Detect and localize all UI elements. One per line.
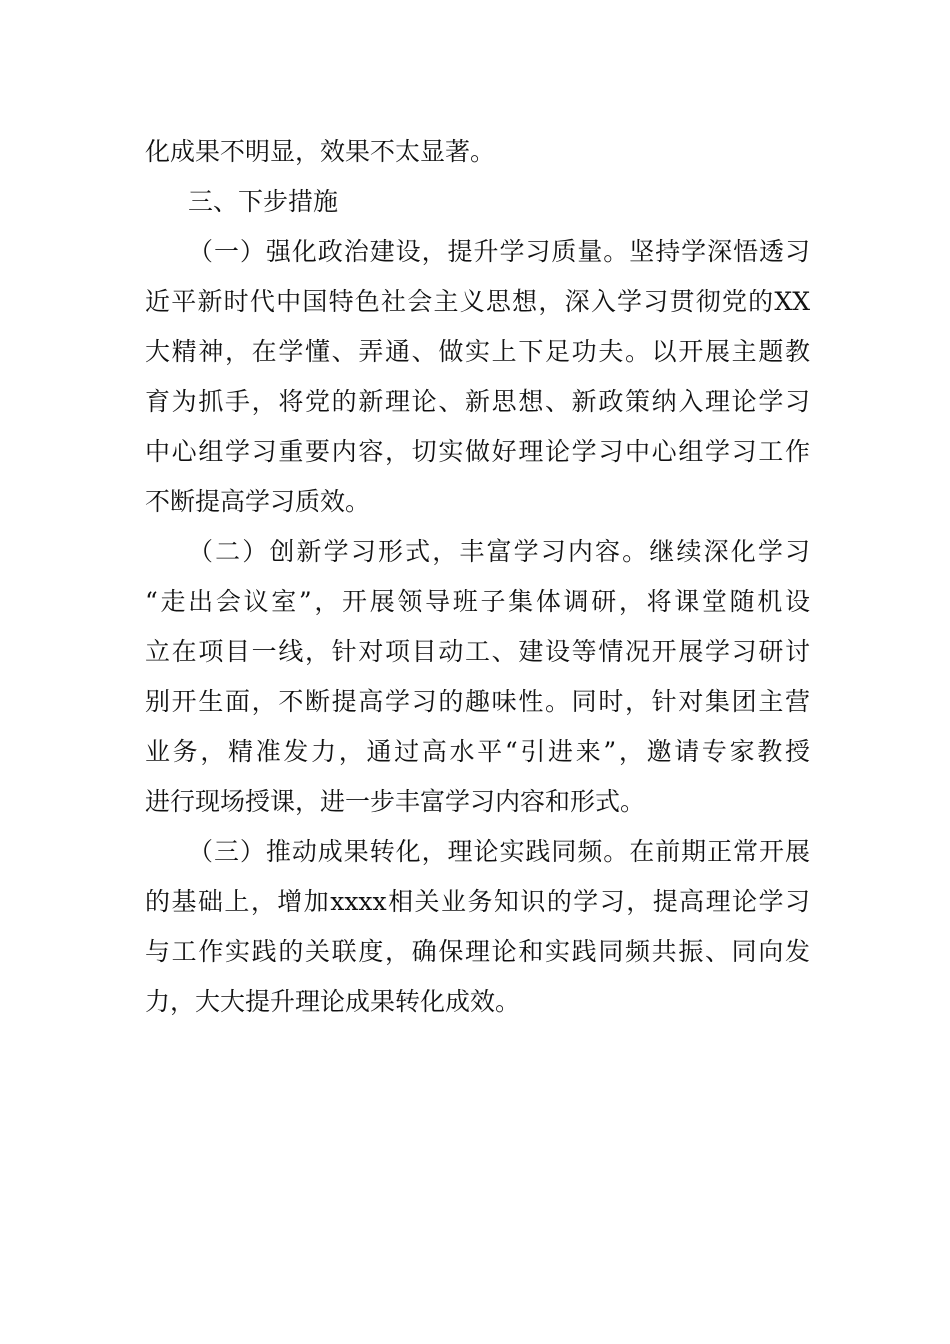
text-line: 业务，精准发力，通过高水平“引进来”，邀请专家教授	[145, 737, 810, 766]
text-line: 中心组学习重要内容，切实做好理论学习中心组学习工作	[145, 437, 810, 466]
text-line: 力，大大提升理论成果转化成效。	[145, 987, 521, 1016]
text-line: 立在项目一线，针对项目动工、建设等情况开展学习研讨	[145, 637, 810, 666]
text-line: 进行现场授课，进一步丰富学习内容和形式。	[145, 787, 646, 816]
text-line: （二）创新学习形式，丰富学习内容。继续深化学习	[188, 537, 810, 566]
text-line: 与工作实践的关联度，确保理论和实践同频共振、同向发	[145, 937, 810, 966]
text-line: （三）推动成果转化，理论实践同频。在前期正常开展	[188, 837, 810, 866]
text-line: 不断提高学习质效。	[145, 487, 371, 516]
section-heading: 三、下步措施	[188, 187, 339, 216]
paragraph-strengthen-political	[145, 227, 810, 527]
text-line: 大精神，在学懂、弄通、做实上下足功夫。以开展主题教	[145, 337, 810, 366]
text-line: 近平新时代中国特色社会主义思想，深入学习贯彻党的XX	[145, 287, 810, 316]
paragraph-innovate-forms	[145, 527, 810, 827]
continuation-paragraph	[145, 127, 810, 177]
text-line: “走出会议室”，开展领导班子集体调研，将课堂随机设	[145, 587, 810, 616]
document-body	[145, 127, 810, 1027]
paragraph-promote-results	[145, 827, 810, 1027]
text-line: 化成果不明显，效果不太显著。	[145, 137, 496, 166]
text-line: （一）强化政治建设，提升学习质量。坚持学深悟透习	[188, 237, 810, 266]
text-line: 别开生面，不断提高学习的趣味性。同时，针对集团主营	[145, 687, 810, 716]
text-line: 育为抓手，将党的新理论、新思想、新政策纳入理论学习	[145, 387, 810, 416]
text-line: 的基础上，增加xxxx相关业务知识的学习，提高理论学习	[145, 887, 810, 916]
